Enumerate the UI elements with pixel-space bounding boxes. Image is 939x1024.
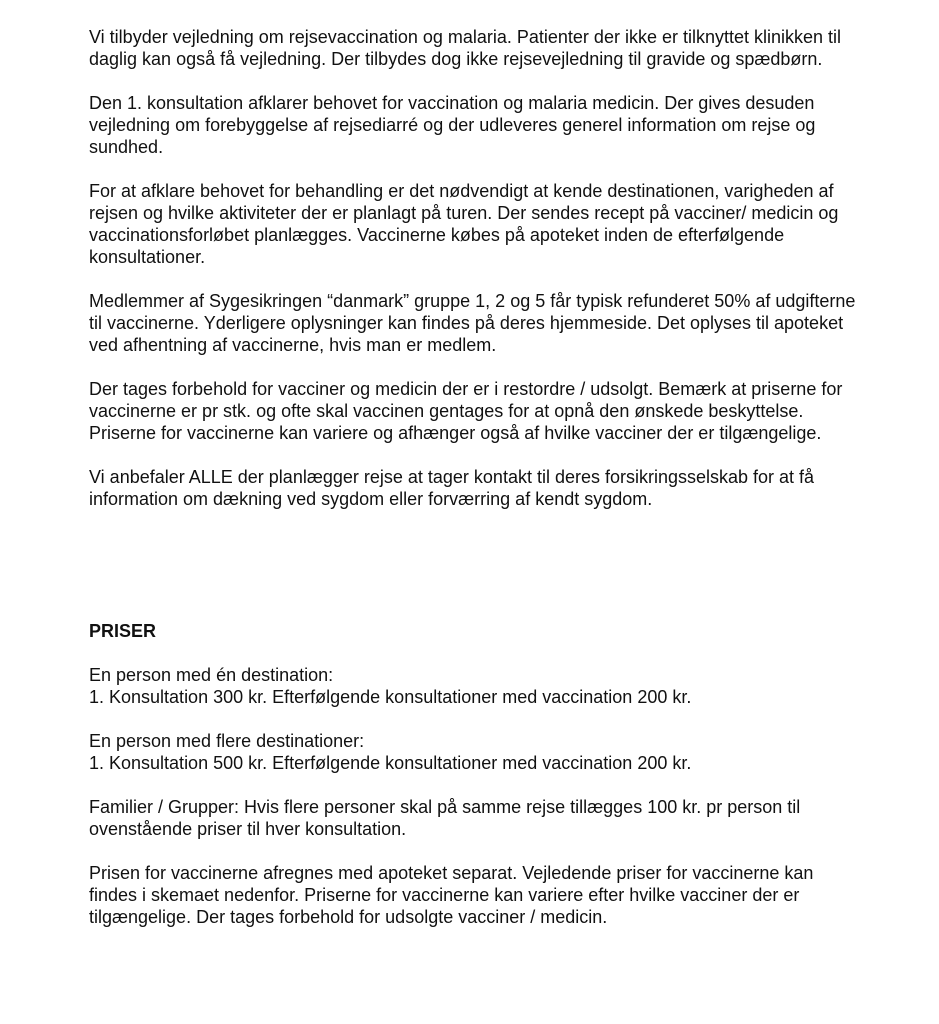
intro-paragraph-treatment-needs: For at afklare behovet for behandling er det nødvendigt at kende destinationen, varigheden af rejsen og hvilke aktiviteter der er planlagt på turen. Der sendes recept på vacciner/ medicin og vaccinationsforløbet planlægges. Vaccinerne købes på apoteket inden de efterfølgende konsultationer. <box>89 181 839 267</box>
intro-paragraph-reservations: Der tages forbehold for vacciner og medicin der er i restordre / udsolgt. Bemærk at priserne for vaccinerne er pr stk. og ofte skal vaccinen gentages for at opnå den ønskede beskyttelse. Priserne for vaccinerne kan variere og afhænger også af hvilke vacciner der er tilgængelige. <box>89 379 843 443</box>
section-spacer <box>89 532 859 620</box>
intro-paragraph-sygesikringen: Medlemmer af Sygesikringen “danmark” gruppe 1, 2 og 5 får typisk refunderet 50% af udgifterne til vaccinerne. Yderligere oplysninger kan findes på deres hjemmeside. Det oplyses til apoteket ved afhentning af vaccinerne, hvis man er medlem. <box>89 291 856 355</box>
prices-heading: PRISER <box>89 621 157 641</box>
intro-paragraph-first-consultation: Den 1. konsultation afklarer behovet for vaccination og malaria medicin. Der gives desuden vejledning om forebyggelse af rejsediarré og der udleveres generel information om rejse og sundhed. <box>89 93 816 157</box>
price-vaccines-note: Prisen for vaccinerne afregnes med apoteket separat. Vejledende priser for vaccinerne kan findes i skemaet nedenfor. Priserne for vaccinerne kan variere efter hvilke vacciner der er tilgængelige. Der tages forbehold for udsolgte vacciner / medicin. <box>89 863 814 927</box>
price-block-multiple-destinations <box>89 730 859 774</box>
single-destination-price: 1. Konsultation 300 kr. Efterfølgende konsultationer med vaccination 200 kr. <box>89 687 692 707</box>
price-block-single-destination <box>89 664 859 708</box>
document-page <box>89 26 859 950</box>
price-families-groups: Familier / Grupper: Hvis flere personer skal på samme rejse tillægges 100 kr. pr person til ovenstående priser til hver konsultation. <box>89 797 801 839</box>
multiple-destinations-label: En person med flere destinationer: <box>89 731 365 751</box>
single-destination-label: En person med én destination: <box>89 665 334 685</box>
multiple-destinations-price: 1. Konsultation 500 kr. Efterfølgende konsultationer med vaccination 200 kr. <box>89 753 692 773</box>
intro-paragraph-guidance: Vi tilbyder vejledning om rejsevaccination og malaria. Patienter der ikke er tilknyttet klinikken til daglig kan også få vejledning. Der tilbydes dog ikke rejsevejledning til gravide og spædbørn. <box>89 27 842 69</box>
intro-paragraph-insurance: Vi anbefaler ALLE der planlægger rejse at tager kontakt til deres forsikringsselskab for at få information om dækning ved sygdom eller forværring af kendt sygdom. <box>89 467 815 509</box>
